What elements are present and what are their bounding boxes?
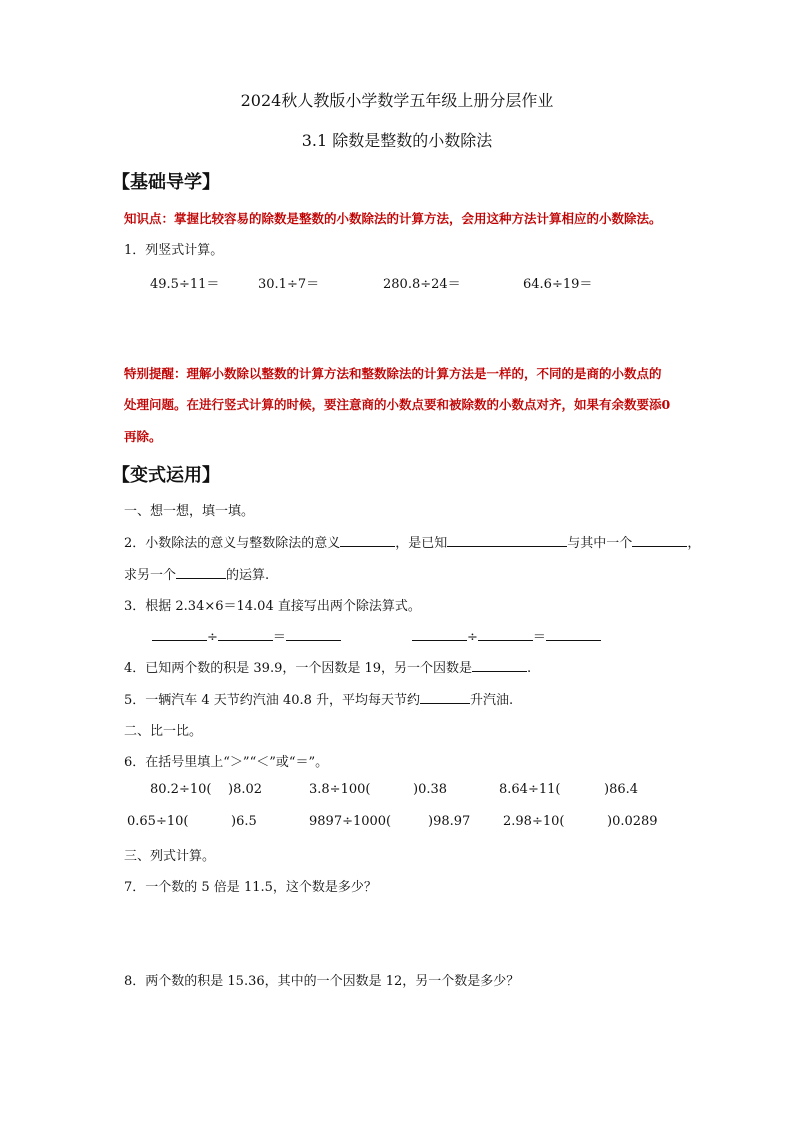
reminder-line-3: 再除。 [124,429,162,444]
q4-blank[interactable] [472,659,527,672]
reminder-line-1: 特别提醒：理解小数除以整数的计算方法和整数除法的计算方法是一样的，不同的是商的小数点的 [124,366,662,381]
q3-equation-1: ÷ ＝ [152,626,341,645]
q3-blank-1[interactable] [152,628,207,641]
q6-r1-right-1: )8.02 [228,782,263,797]
q6-r2-right-2: )98.97 [428,814,471,829]
q3-blank-4[interactable] [412,628,467,641]
page-title: 2024秋人教版小学数学五年级上册分层作业 [240,91,554,110]
q2-blank-2[interactable] [447,534,567,547]
q2-blank-4[interactable] [176,566,226,579]
q1-item-2: 30.1÷7＝ [258,277,320,292]
knowledge-point: 知识点：掌握比较容易的除数是整数的小数除法的计算方法，会用这种方法计算相应的小数除法。 [124,211,662,226]
q6-r1-right-3: )86.4 [604,782,639,797]
question-3-label: 3．根据 2.34×6＝14.04 直接写出两个除法算式。 [124,599,421,614]
q2-blank-1[interactable] [340,534,395,547]
question-2-line-2: 求另一个 的运算. [124,568,270,583]
q3-blank-2[interactable] [218,628,273,641]
q5-blank[interactable] [420,691,470,704]
section-heading-basic: 【基础导学】 [112,172,220,193]
page-subtitle: 3.1 除数是整数的小数除法 [301,131,493,150]
q3-blank-6[interactable] [546,628,601,641]
q6-r1-left-2: 3.8÷100( [309,782,371,797]
q3-blank-5[interactable] [478,628,533,641]
q6-r2-left-2: 9897÷1000( [309,814,392,829]
q1-item-3: 280.8÷24＝ [383,277,461,292]
q6-r2-left-1: 0.65÷10( [127,814,189,829]
q1-item-4: 64.6÷19＝ [523,277,593,292]
part-1-heading: 一、想一想，填一填。 [124,504,255,519]
question-2-line-1: 2．小数除法的意义与整数除法的意义 ，是已知 与其中一个 ， [124,536,701,551]
q6-r1-left-1: 80.2÷10( [150,782,212,797]
q3-blank-3[interactable] [286,628,341,641]
q1-item-1: 49.5÷11＝ [150,277,220,292]
question-6-label: 6．在括号里填上“＞”“＜”或“＝”。 [124,755,329,770]
question-4: 4．已知两个数的积是 39.9，一个因数是 19，另一个因数是 . [124,661,532,676]
question-8: 8．两个数的积是 15.36，其中的一个因数是 12，另一个数是多少？ [124,974,520,989]
part-3-heading: 三、列式计算。 [124,849,216,864]
q6-r2-right-1: )6.5 [231,814,257,829]
q6-r2-left-3: 2.98÷10( [503,814,565,829]
q3-equation-2: ÷ ＝ [412,626,601,645]
reminder-line-2: 处理问题。在进行竖式计算的时候，要注意商的小数点要和被除数的小数点对齐，如果有余数要添0 [124,397,671,412]
q6-r1-right-2: )0.38 [413,782,448,797]
question-1-label: 1．列竖式计算。 [124,243,224,258]
question-7: 7．一个数的 5 倍是 11.5，这个数是多少？ [124,880,377,895]
q6-r2-right-3: )0.0289 [607,814,658,829]
part-2-heading: 二、比一比。 [124,724,203,739]
section-heading-variant: 【变式运用】 [112,465,220,486]
q6-r1-left-3: 8.64÷11( [499,782,561,797]
q2-blank-3[interactable] [632,534,687,547]
question-5: 5．一辆汽车 4 天节约汽油 40.8 升，平均每天节约 升汽油. [124,693,514,708]
